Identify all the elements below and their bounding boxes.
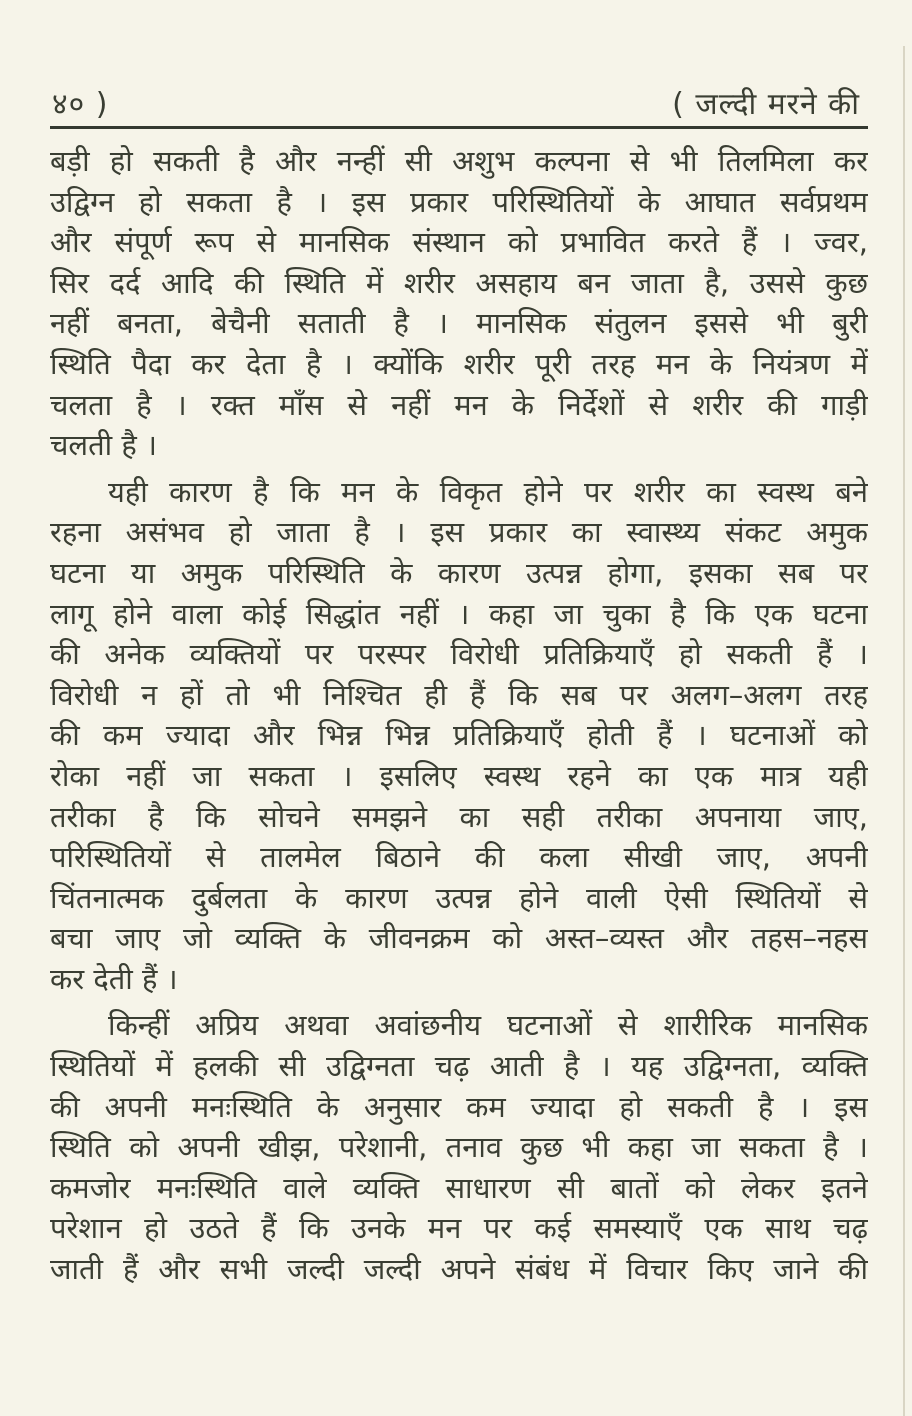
text-line: कमजोर मनःस्थिति वाले व्यक्ति साधारण सी बातों को लेकर इतने: [50, 1170, 868, 1205]
text-line: स्थिति को अपनी खीझ, परेशानी, तनाव कुछ भी कहा जा सकता है ।: [50, 1130, 868, 1165]
text-line: परेशान हो उठते हैं कि उनके मन पर कई समस्याएँ एक साथ चढ़: [50, 1211, 868, 1246]
text-line: रहना असंभव हो जाता है । इस प्रकार का स्वास्थ्य संकट अमुक: [50, 515, 868, 550]
text-line: यही कारण है कि मन के विकृत होने पर शरीर का स्वस्थ बने: [108, 474, 868, 509]
paragraph: [50, 141, 868, 466]
text-line: चिंतनात्मक दुर्बलता के कारण उत्पन्न होने वाली ऐसी स्थितियों से: [50, 880, 868, 915]
text-line: उद्विग्न हो सकता है । इस प्रकार परिस्थितियों के आघात सर्वप्रथम: [50, 184, 868, 219]
text-line: की कम ज्यादा और भिन्न भिन्न प्रतिक्रियाएँ होती हैं । घटनाओं को: [50, 718, 868, 753]
page-body: [50, 141, 868, 1290]
paragraph: [50, 472, 868, 1000]
text-line: रोका नहीं जा सकता । इसलिए स्वस्थ रहने का एक मात्र यही: [50, 758, 868, 793]
text-line: किन्हीं अप्रिय अथवा अवांछनीय घटनाओं से शारीरिक मानसिक: [108, 1008, 868, 1043]
page-header: [50, 88, 868, 129]
running-title: ( जल्दी मरने की: [672, 87, 860, 122]
text-line: स्थिति पैदा कर देता है । क्योंकि शरीर पूरी तरह मन के नियंत्रण में: [50, 346, 868, 381]
text-line: और संपूर्ण रूप से मानसिक संस्थान को प्रभावित करते हैं । ज्वर,: [50, 225, 868, 260]
text-line: चलता है । रक्त माँस से नहीं मन के निर्देशों से शरीर की गाड़ी: [50, 387, 868, 422]
text-line: परिस्थितियों से तालमेल बिठाने की कला सीखी जाए, अपनी: [50, 840, 868, 875]
text-line: बचा जाए जो व्यक्ति के जीवनक्रम को अस्त–व्यस्त और तहस–नहस: [50, 921, 868, 956]
text-line: की अपनी मनःस्थिति के अनुसार कम ज्यादा हो सकती है । इस: [50, 1089, 868, 1124]
text-line: विरोधी न हों तो भी निश्चित ही हैं कि सब पर अलग–अलग तरह: [50, 677, 868, 712]
paragraph: [50, 1005, 868, 1289]
text-line: जाती हैं और सभी जल्दी जल्दी अपने संबंध में विचार किए जाने की: [50, 1252, 868, 1287]
text-line: सिर दर्द आदि की स्थिति में शरीर असहाय बन जाता है, उससे कुछ: [50, 265, 868, 300]
text-line: बड़ी हो सकती है और नन्हीं सी अशुभ कल्पना से भी तिलमिला कर: [50, 144, 868, 178]
text-line: की अनेक व्यक्तियों पर परस्पर विरोधी प्रतिक्रियाएँ हो सकती हैं ।: [50, 637, 868, 672]
text-line: लागू होने वाला कोई सिद्धांत नहीं । कहा जा चुका है कि एक घटना: [50, 596, 868, 631]
text-line: नहीं बनता, बेचैनी सताती है । मानसिक संतुलन इससे भी बुरी: [50, 306, 868, 341]
text-line: तरीका है कि सोचने समझने का सही तरीका अपनाया जाए,: [50, 799, 868, 834]
page-number: ४० ): [52, 87, 109, 122]
scan-edge-artifact: [903, 46, 905, 1416]
text-line: घटना या अमुक परिस्थिति के कारण उत्पन्न होगा, इसका सब पर: [50, 555, 868, 590]
text-line: स्थितियों में हलकी सी उद्विग्नता चढ़ आती है । यह उद्विग्नता, व्यक्ति: [50, 1049, 868, 1084]
text-line: चलती है ।: [50, 428, 157, 463]
text-line: कर देती हैं ।: [50, 961, 178, 996]
